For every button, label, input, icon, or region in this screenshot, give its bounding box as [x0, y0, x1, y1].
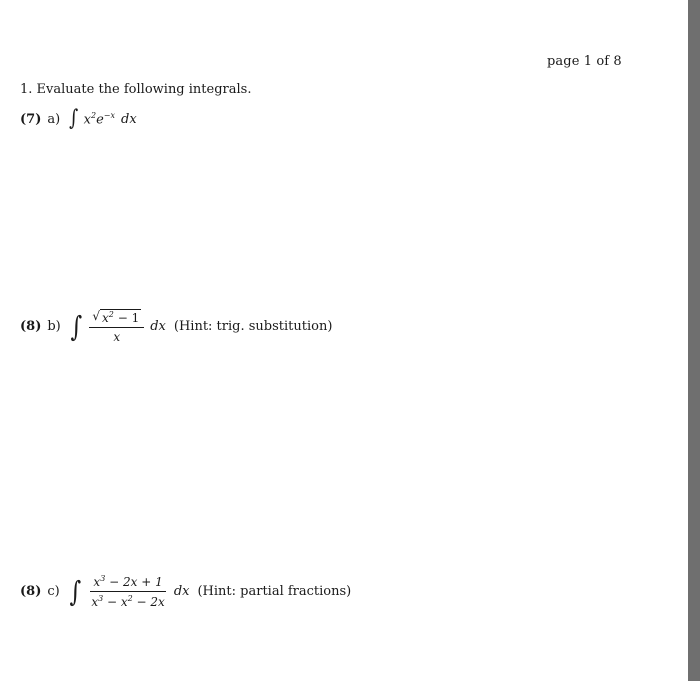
hint-text: (Hint: partial fractions) [197, 584, 352, 599]
fraction [88, 574, 168, 609]
problem-c [20, 574, 351, 609]
problem-b [20, 309, 332, 344]
denominator: $x^3 - x^2 - 2x$ [91, 594, 165, 609]
numerator: √ $x^2 - 1$ [89, 309, 144, 328]
part-label: c) [47, 584, 60, 599]
scrollbar-edge[interactable] [688, 0, 700, 681]
fraction [89, 309, 144, 344]
integral-sign: ∫ [69, 574, 81, 608]
hint-text: (Hint: trig. substitution) [173, 319, 333, 334]
numerator: $x^3 - 2x + 1$ [90, 574, 165, 592]
question-heading: 1. Evaluate the following integrals. [20, 82, 252, 97]
part-label: a) [47, 111, 61, 127]
points-label: (7) [20, 111, 42, 127]
page-number: page 1 of 8 [547, 54, 622, 69]
integral-sign: ∫ [69, 106, 79, 131]
points-label: (8) [20, 319, 42, 334]
denominator: x [113, 330, 121, 344]
integrand: $x^2e^{-x}$ [83, 110, 116, 128]
problem-a [20, 108, 137, 130]
differential: dx [150, 319, 166, 334]
part-label: b) [47, 319, 61, 334]
sqrt-symbol: √ [92, 309, 101, 323]
integral-sign: ∫ [70, 309, 82, 343]
differential: dx [173, 584, 190, 599]
differential: dx [121, 111, 137, 127]
points-label: (8) [20, 584, 42, 599]
